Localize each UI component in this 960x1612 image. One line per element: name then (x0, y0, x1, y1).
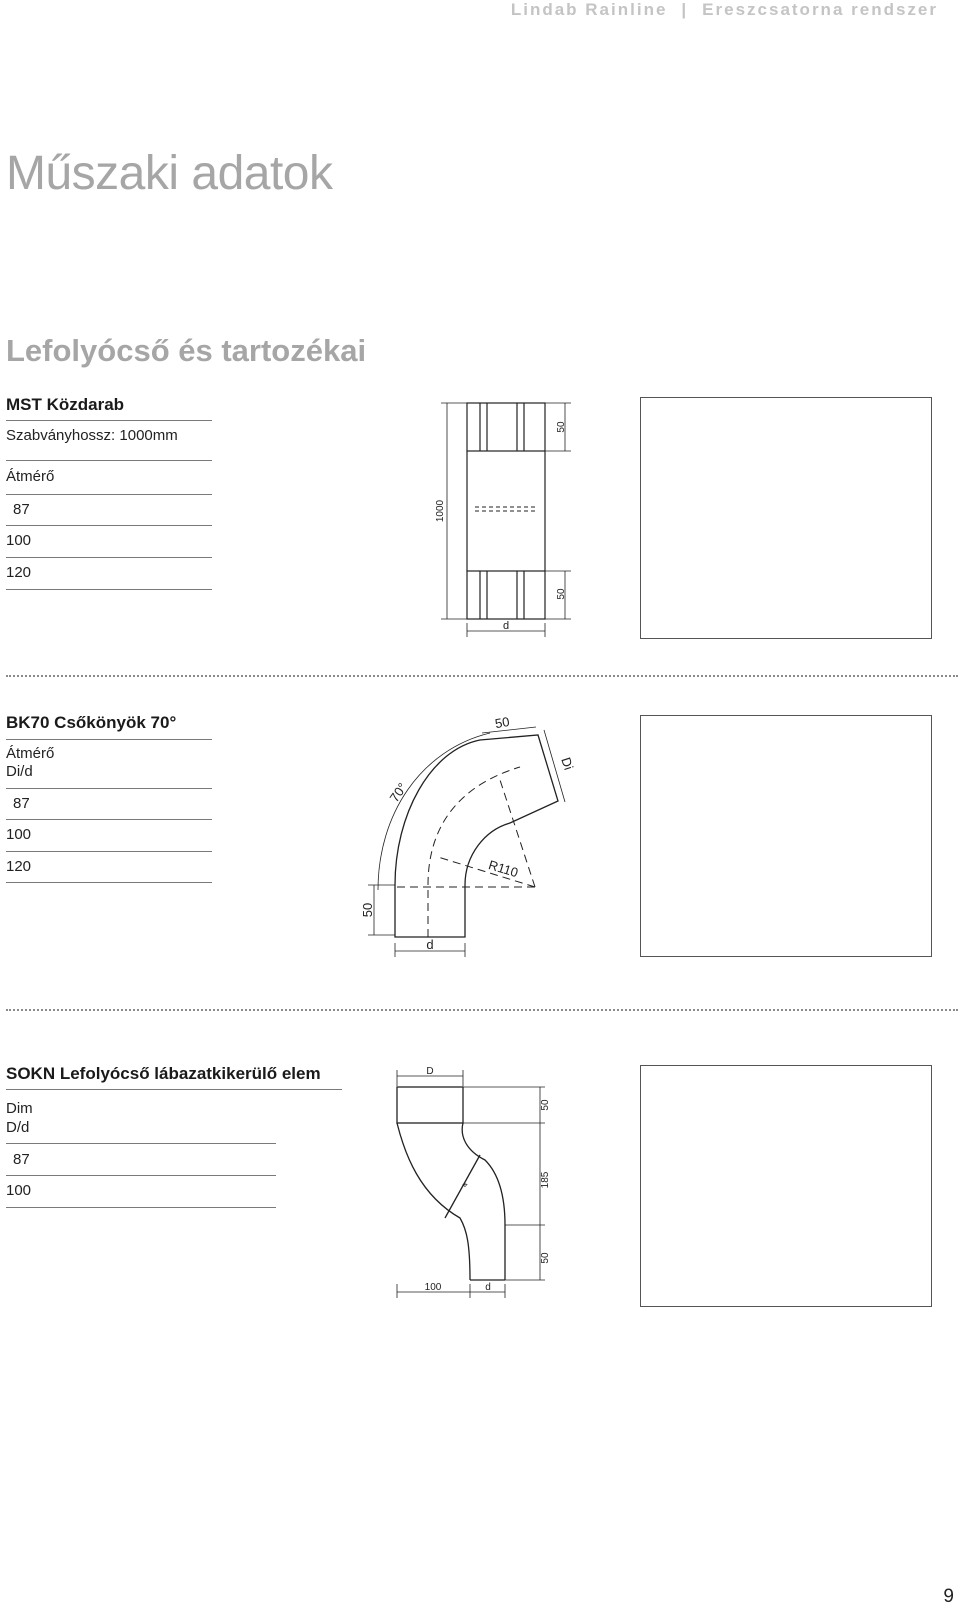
sokn-dim-D: D (426, 1066, 434, 1077)
mst-diameter-label: Átmérő (6, 468, 55, 485)
running-header (511, 0, 938, 20)
bk70-angle: 70° (386, 780, 411, 805)
mst-diameter-100: 100 (6, 532, 32, 549)
mst-title: MST Közdarab (6, 395, 125, 414)
section-divider (6, 675, 958, 677)
bk70-diameter-87: 87 (13, 795, 30, 812)
mst-product-image-placeholder (640, 397, 932, 639)
sokn-diameter-100: 100 (6, 1182, 32, 1199)
mst-diameter-87: 87 (13, 501, 30, 518)
divider (6, 494, 212, 495)
mst-standard-length: Szabványhossz: 1000mm (6, 427, 178, 444)
divider (6, 788, 212, 789)
sokn-dim-d: d (485, 1282, 491, 1293)
divider (6, 557, 212, 558)
sokn-title: SOKN Lefolyócső lábazatkikerülő elem (6, 1064, 321, 1083)
bk70-dim-top: 50 (493, 713, 511, 732)
sokn-dim-bottom: 50 (540, 1252, 551, 1264)
divider (6, 1207, 276, 1208)
divider (6, 819, 212, 820)
bk70-diameter-100: 100 (6, 826, 32, 843)
header-separator: | (681, 0, 689, 19)
bk70-technical-drawing (360, 705, 585, 960)
bk70-diameter-label: Átmérő (6, 745, 55, 762)
sokn-technical-drawing (385, 1060, 560, 1300)
mst-diameter-120: 120 (6, 564, 32, 581)
bk70-product-image-placeholder (640, 715, 932, 957)
sokn-marker-icon: ⌖ (462, 1180, 468, 1191)
page-number: 9 (943, 1586, 954, 1607)
bk70-radius: R110 (486, 857, 520, 881)
bk70-dim-left: 50 (360, 902, 375, 918)
sokn-dim-offset: 100 (424, 1282, 442, 1293)
bk70-title: BK70 Csőkönyök 70° (6, 713, 177, 732)
sokn-product-image-placeholder (640, 1065, 932, 1307)
header-brand: Lindab Rainline (510, 0, 668, 19)
divider (6, 851, 212, 852)
bk70-dim-d: d (426, 937, 434, 952)
divider (6, 420, 212, 421)
divider (6, 1143, 276, 1144)
bk70-diameter-sub: Di/d (6, 763, 33, 780)
divider (6, 589, 212, 590)
bk70-diameter-120: 120 (6, 858, 32, 875)
sokn-diameter-87: 87 (13, 1151, 30, 1168)
mst-dim-bottom: 50 (556, 588, 567, 600)
mst-dim-length: 1000 (435, 499, 446, 523)
sokn-dim-sub: D/d (6, 1119, 30, 1136)
divider (6, 739, 212, 740)
mst-dim-top: 50 (556, 421, 567, 433)
sokn-dim-label: Dim (6, 1100, 33, 1117)
mst-dim-d: d (502, 620, 510, 632)
divider (6, 1175, 276, 1176)
section-divider (6, 1009, 958, 1011)
mst-technical-drawing (425, 395, 585, 645)
divider (6, 525, 212, 526)
sokn-dim-top: 50 (540, 1099, 551, 1111)
page-title: Műszaki adatok (6, 147, 333, 200)
header-section: Ereszcsatorna rendszer (702, 0, 938, 19)
sokn-dim-mid: 185 (540, 1171, 551, 1189)
bk70-dim-di: Di (558, 755, 577, 772)
section-subtitle: Lefolyócső és tartozékai (6, 333, 367, 368)
divider (6, 882, 212, 883)
divider (6, 460, 212, 461)
divider (6, 1089, 342, 1090)
